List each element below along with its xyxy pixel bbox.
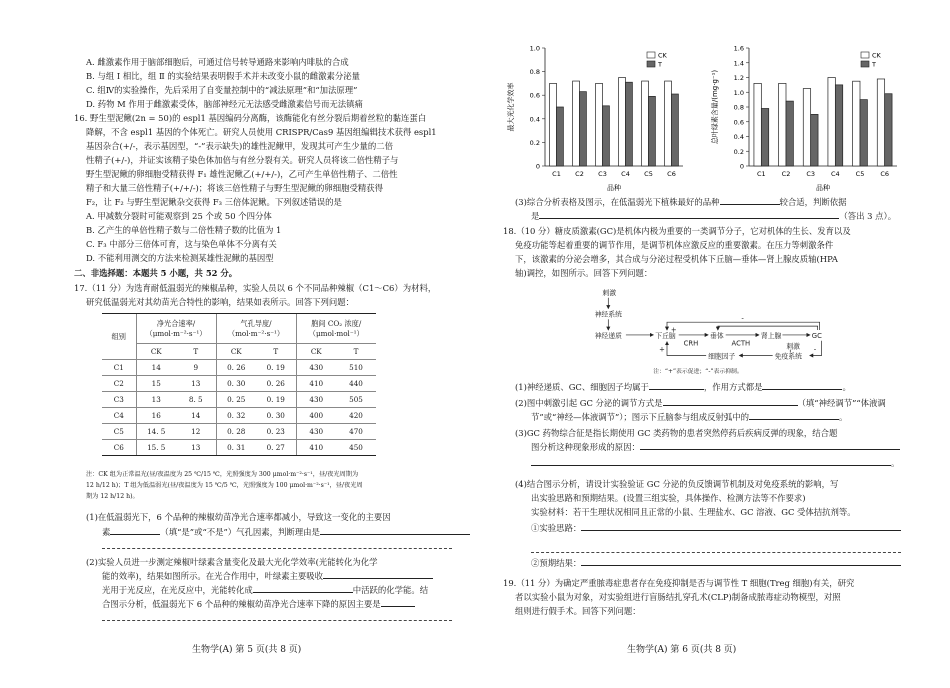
q18-intro: 下，该激素的分泌会增多，其合成与分泌过程受机体下丘脑—垂体—肾上腺皮质轴(HPA bbox=[515, 254, 838, 264]
legend-swatch bbox=[861, 52, 869, 58]
answer-blank[interactable] bbox=[663, 398, 798, 406]
bar-t bbox=[761, 108, 768, 166]
table-cell: 14. 5 bbox=[136, 424, 176, 440]
q17-part3-line bbox=[531, 211, 896, 221]
q17-part2-text: 能的效率)，结果如图所示。在光合作用中，叶绿素主要吸收 bbox=[102, 571, 324, 581]
legend-swatch bbox=[861, 61, 869, 67]
bar-ck bbox=[853, 81, 860, 166]
table-header bbox=[296, 314, 376, 344]
q18-part2-text: 。 bbox=[839, 412, 848, 422]
legend-swatch bbox=[647, 61, 655, 67]
bar-t bbox=[786, 101, 793, 166]
answer-blank[interactable] bbox=[649, 382, 704, 390]
q17-intro: 研究低温弱光对其幼苗光合特性的影响，结果如表所示。回答下列问题： bbox=[86, 297, 354, 307]
table-cell: C3 bbox=[102, 392, 136, 408]
section-heading: 二、非选择题：本题共 5 小题，共 52 分。 bbox=[74, 268, 238, 278]
legend-label: CK bbox=[658, 51, 667, 60]
legend-label: T bbox=[872, 60, 876, 69]
table-row bbox=[102, 408, 376, 424]
table-cell: 14 bbox=[176, 408, 216, 424]
legend-label: CK bbox=[872, 51, 881, 60]
table-header-unit: （mol·m⁻²·s⁻¹） bbox=[227, 328, 285, 338]
feedback-arrow-pituitary bbox=[718, 326, 818, 330]
q16-line: 精子和大量三倍性精子(+/+/-)；将该三倍性精子与野生型泥鳅的卵细胞受精获得 bbox=[86, 183, 384, 193]
diagram-note: 注：“+”表示促进；“-”表示抑制。 bbox=[653, 369, 743, 376]
table-row bbox=[102, 392, 376, 408]
table-cell: 14 bbox=[136, 360, 176, 376]
x-tick-label: C1 bbox=[552, 170, 561, 178]
q18-part4: 实验材料：若干生理状况相同且正常的小鼠、生理盐水、GC 溶液、GC 受体拮抗剂等。 bbox=[531, 507, 856, 517]
table-subheader: CK bbox=[136, 344, 176, 360]
table-cell: 0. 30 bbox=[216, 376, 256, 392]
table-header-unit: （μmol·m⁻²·s⁻¹） bbox=[145, 328, 207, 338]
q17-part1-line bbox=[102, 527, 470, 537]
table-cell: 12 bbox=[176, 424, 216, 440]
q18-part2-line bbox=[515, 398, 886, 408]
q18-part4-line bbox=[531, 523, 901, 533]
q18-part2-text: （填“神经调节”“体液调 bbox=[797, 398, 886, 408]
table-cell: 0. 26 bbox=[256, 376, 296, 392]
hpa-axis-diagram bbox=[562, 287, 862, 377]
table-cell: 0. 27 bbox=[256, 440, 296, 456]
diagram-pituitary: 垂体 bbox=[710, 331, 724, 340]
bar-ck bbox=[619, 78, 626, 167]
table-subheader: CK bbox=[216, 344, 256, 360]
y-tick-label: 1.6 bbox=[733, 44, 744, 53]
answer-blank[interactable] bbox=[320, 527, 470, 535]
q18-part4: 出实验思路和预期结果。(设置三组实验，具体操作、检测方法等不作要求) bbox=[531, 493, 806, 503]
q16-line: 降解，不含 espl1 基因的个体死亡。研究人员使用 CRISPR/Cas9 基因组编辑技术获得 espl1 bbox=[86, 127, 437, 137]
q18-part4-text: ①实验思路： bbox=[531, 523, 582, 533]
x-tick-label: C5 bbox=[644, 170, 653, 178]
bar-t bbox=[885, 94, 892, 166]
page-footer: 生物学(A) 第 5 页(共 8 页) bbox=[192, 645, 302, 655]
q18-part3-text: 图分析这种现象形成的原因： bbox=[531, 442, 640, 452]
table-note: 12 h/12 h)；T 组为低温弱光(昼/夜温度为 15 ℃/5 ℃，光照强度为 100 μmol·m⁻²·s⁻¹，昼/夜光周 bbox=[86, 482, 363, 489]
table-header-title: 胞间 CO₂ 浓度/ bbox=[311, 318, 362, 328]
answer-blank[interactable] bbox=[640, 442, 900, 450]
table-cell: 420 bbox=[336, 408, 376, 424]
table-cell: 440 bbox=[336, 376, 376, 392]
q17-part3-line bbox=[515, 197, 847, 207]
q16-line: F₂，让 F₂ 与野生型泥鳅杂交获得 F₃ 三倍体泥鳅。下列叙述错误的是 bbox=[86, 197, 342, 207]
y-tick-label: 0.4 bbox=[529, 115, 540, 124]
table-cell: 410 bbox=[296, 376, 336, 392]
bar-ck bbox=[779, 83, 786, 166]
table-header bbox=[216, 314, 296, 344]
table-subheader: T bbox=[256, 344, 296, 360]
table-cell: 510 bbox=[336, 360, 376, 376]
table-cell: 13 bbox=[136, 392, 176, 408]
table-cell: 505 bbox=[336, 392, 376, 408]
table-cell: 0. 30 bbox=[256, 408, 296, 424]
q18-part3-text: 。 bbox=[891, 458, 900, 468]
q15-option-c: C. 组Ⅳ的实验操作，先后采用了自变量控制中的“减法原理”和“加法原理” bbox=[86, 85, 358, 95]
bar-t bbox=[811, 114, 818, 166]
q19-intro: 者以实验小鼠为对象，对实验组进行盲肠结扎穿孔术(CLP)制备成脓毒症动物模型，对照 bbox=[515, 592, 841, 602]
table-header-title: 净光合速率/ bbox=[156, 318, 196, 328]
diagram-minus-sign: - bbox=[813, 345, 817, 354]
q18-part4-line bbox=[531, 558, 901, 568]
bar-ck bbox=[877, 79, 884, 166]
table-cell: 16 bbox=[136, 408, 176, 424]
q16-option-a: A. 甲减数分裂时可能观察到 25 个或 50 个四分体 bbox=[86, 211, 272, 221]
y-tick-label: 0.6 bbox=[733, 118, 744, 127]
diagram-plus-sign: + bbox=[670, 326, 677, 334]
y-tick-label: 1.2 bbox=[733, 74, 744, 82]
table-row bbox=[102, 440, 376, 456]
q18-part4-text: ②预期结果： bbox=[531, 558, 582, 568]
diagram-minus-sign: - bbox=[741, 314, 744, 323]
table-cell: 0. 28 bbox=[216, 424, 256, 440]
q17-part2-text: 合图示分析，低温弱光下 6 个品种的辣椒幼苗净光合速率下降的原因主要是 bbox=[102, 599, 381, 609]
page-footer: 生物学(A) 第 6 页(共 8 页) bbox=[627, 645, 737, 655]
bar-ck bbox=[828, 78, 835, 167]
table-cell: 15. 5 bbox=[136, 440, 176, 456]
answer-blank[interactable] bbox=[531, 458, 891, 466]
q18-part2-text: (2)图中刺激引起 GC 分泌的调节方式是 bbox=[515, 398, 663, 408]
diagram-stimulus-2: 刺激 bbox=[786, 342, 801, 351]
q18-part4: (4)结合图示分析，请设计实验验证 GC 分泌的负反馈调节机制及对免疫系统的影响，写 bbox=[515, 479, 839, 489]
q17-part3-text: （答出 3 点）。 bbox=[839, 211, 897, 221]
table-cell: 13 bbox=[176, 376, 216, 392]
q16-line: 16. 野生型泥鳅(2n = 50)的 espl1 基因编码分离酶，该酶能化有丝分裂后期着丝粒的黏连蛋白 bbox=[74, 113, 427, 123]
diagram-immune-system: 免疫系统 bbox=[774, 352, 802, 361]
y-tick-label: 0.6 bbox=[529, 91, 540, 100]
bar-t bbox=[580, 92, 587, 166]
y-tick-label: 0.4 bbox=[733, 133, 744, 141]
table-cell: 430 bbox=[296, 392, 336, 408]
x-tick-label: C2 bbox=[781, 170, 791, 178]
q17-part1-text: （填“是”或“不是”）气孔因素，判断理由是 bbox=[160, 527, 320, 537]
table-cell: C5 bbox=[102, 424, 136, 440]
diagram-gc: GC bbox=[811, 331, 822, 340]
table-cell: 430 bbox=[296, 360, 336, 376]
q18-part1-text: (1)神经递质、GC、细胞因子均属于 bbox=[515, 382, 649, 392]
table-cell: 410 bbox=[296, 440, 336, 456]
q16-line: 基因杂合(+/-，表示基因型，“-”表示缺失)的雄性泥鳅甲，发现其可产生少量的二倍 bbox=[86, 141, 393, 151]
answer-blank[interactable] bbox=[581, 558, 901, 566]
x-tick-label: C1 bbox=[756, 170, 766, 178]
q18-intro: 轴)调控，如图所示。回答下列问题： bbox=[515, 268, 653, 278]
q17-part3-text: (3)综合分析表格及图示，在低温弱光下植株最好的品种 bbox=[515, 197, 720, 207]
q18-part1-text: 。 bbox=[842, 382, 851, 392]
q18-part1-line bbox=[515, 382, 851, 392]
q18-intro: 免疫功能等起着重要的调节作用，是调节机体应激反应的重要激素。在压力等刺激条件 bbox=[515, 240, 834, 250]
table-cell: 0. 26 bbox=[216, 360, 256, 376]
y-tick-label: 1.0 bbox=[529, 44, 540, 53]
q18-part3: (3)GC 药物综合征是指长期使用 GC 类药物的患者突然停药后疾病反弹的现象，结合题 bbox=[515, 428, 838, 438]
bar-ck bbox=[803, 89, 810, 166]
legend-label: T bbox=[658, 60, 662, 69]
table-cell: C2 bbox=[102, 376, 136, 392]
table-subheader: T bbox=[336, 344, 376, 360]
q18-part1-text: ，作用方式都是 bbox=[703, 382, 763, 392]
answer-blank[interactable] bbox=[539, 211, 839, 219]
q19-intro: 19.（11 分）为确定严重脓毒症患者存在免疫抑制是否与调节性 T 细胞(Treg 细胞)有关，研究 bbox=[503, 578, 855, 588]
answer-blank[interactable] bbox=[323, 571, 433, 579]
q17-part3-text: 是 bbox=[531, 211, 540, 221]
table-cell: C4 bbox=[102, 408, 136, 424]
answer-blank[interactable] bbox=[720, 197, 780, 205]
table-cell: 9 bbox=[176, 360, 216, 376]
table-cell: 0. 23 bbox=[256, 424, 296, 440]
q16-option-d: D. 不能利用测交的方法来检测某雄性泥鳅的基因型 bbox=[86, 253, 274, 263]
table-cell: 430 bbox=[296, 424, 336, 440]
table-cell: 0. 19 bbox=[256, 392, 296, 408]
q19-intro: 组则进行假手术。回答下列问题： bbox=[515, 606, 641, 616]
bar-t bbox=[649, 96, 656, 166]
bar-t bbox=[626, 82, 633, 166]
legend-swatch bbox=[647, 52, 655, 58]
y-tick-label: 1.0 bbox=[733, 88, 744, 97]
x-tick-label: C4 bbox=[621, 170, 630, 178]
bar-ck bbox=[642, 81, 649, 166]
table-cell: 470 bbox=[336, 424, 376, 440]
q18-part3-line bbox=[531, 458, 899, 468]
bar-ck bbox=[573, 81, 580, 166]
q17-part2-line bbox=[102, 571, 433, 581]
diagram-crh: CRH bbox=[683, 339, 699, 348]
table-row bbox=[102, 424, 376, 440]
table-row bbox=[102, 376, 376, 392]
bar-ck bbox=[665, 81, 672, 166]
x-axis-label: 品种 bbox=[816, 184, 830, 192]
q15-option-a: A. 雌激素作用于脑部细胞后，可通过信号转导通路来影响内啡肽的合成 bbox=[86, 57, 349, 67]
q17-part2: (2)实验人员进一步测定辣椒叶绿素含量变化及最大光化学效率(光能转化为化学 bbox=[86, 557, 378, 567]
q15-option-b: B. 与组 Ⅰ 相比，组 Ⅱ 的实验结果表明假手术并未改变小鼠的雌激素分泌量 bbox=[86, 71, 361, 81]
table-header-unit: （μmol·mol⁻¹） bbox=[308, 328, 364, 338]
table-row bbox=[102, 360, 376, 376]
q16-option-c: C. F₃ 中部分三倍体可育，这与染色单体不分离有关 bbox=[86, 239, 277, 249]
x-tick-label: C6 bbox=[880, 170, 890, 178]
bar-ck bbox=[596, 83, 603, 166]
table-cell: 8. 5 bbox=[176, 392, 216, 408]
y-tick-label: 0 bbox=[535, 162, 540, 171]
diagram-adrenal: 肾上腺 bbox=[760, 331, 782, 340]
diagram-hypothalamus: 下丘脑 bbox=[655, 331, 676, 340]
table-note: 注：CK 组为正常温光(昼/夜温度为 25 ℃/15 ℃，光照强度为 300 μmol·m⁻²·s⁻¹，昼/夜光周期为 bbox=[86, 471, 359, 478]
q17-part2-line bbox=[102, 585, 428, 595]
diagram-neurotransmitter: 神经递质 bbox=[594, 331, 622, 340]
table-header-group: 组别 bbox=[102, 314, 136, 360]
y-tick-label: 0 bbox=[739, 162, 744, 171]
y-axis-label: 总叶绿素含量/(mg·g⁻¹) bbox=[711, 69, 719, 145]
bar-t bbox=[672, 94, 679, 166]
q15-option-d: D. 药物 M 作用于雌激素受体，脑部神经元无法感受雌激素信号而无法镇痛 bbox=[86, 99, 363, 109]
answer-line[interactable] bbox=[102, 548, 452, 549]
answer-blank[interactable] bbox=[749, 412, 839, 420]
x-tick-label: C3 bbox=[598, 170, 607, 178]
table-subheader: T bbox=[176, 344, 216, 360]
y-tick-label: 1.4 bbox=[733, 59, 744, 68]
q17-part1-text: 素 bbox=[102, 527, 111, 537]
x-tick-label: C6 bbox=[667, 170, 676, 178]
table-header bbox=[136, 314, 216, 344]
x-tick-label: C5 bbox=[855, 170, 865, 178]
bar-t bbox=[835, 85, 842, 166]
answer-line[interactable] bbox=[531, 552, 901, 553]
table-cell: 450 bbox=[336, 440, 376, 456]
x-tick-label: C4 bbox=[830, 170, 840, 178]
q18-intro: 18.（10 分）糖皮质激素(GC)是机体内极为重要的一类调节分子，它对机体的生长、发育以及 bbox=[503, 226, 851, 236]
table-subheader: CK bbox=[296, 344, 336, 360]
table-note: 期为 12 h/12 h)。 bbox=[86, 493, 139, 500]
q16-line: 性精子(+/-)，并证实该精子染色体加倍与有丝分裂有关。研究人员将该二倍性精子与 bbox=[86, 155, 399, 165]
diagram-acth: ACTH bbox=[731, 339, 751, 348]
q16-option-b: B. 乙产生的单倍性精子数与二倍性精子数的比值为 1 bbox=[86, 225, 282, 235]
chlorophyll-content-chart bbox=[707, 40, 907, 200]
table-cell: C6 bbox=[102, 440, 136, 456]
bar-t bbox=[603, 106, 610, 166]
q17-intro: 17.（11 分）为选育耐低温弱光的辣椒品种，实验人员以 6 个不同品种辣椒（C1～C6）为材料， bbox=[74, 283, 437, 293]
table-cell: 0. 25 bbox=[216, 392, 256, 408]
diagram-cytokine: 细胞因子 bbox=[708, 352, 736, 361]
y-tick-label: 0.8 bbox=[733, 103, 744, 112]
table-cell: 0. 31 bbox=[216, 440, 256, 456]
x-axis-label: 品种 bbox=[607, 184, 621, 192]
bar-ck bbox=[754, 83, 761, 166]
bar-t bbox=[860, 100, 867, 166]
answer-blank[interactable] bbox=[253, 585, 353, 593]
x-tick-label: C3 bbox=[806, 170, 816, 178]
y-tick-label: 0.8 bbox=[529, 68, 540, 77]
q17-part2-line bbox=[102, 599, 415, 609]
x-tick-label: C2 bbox=[575, 170, 584, 178]
y-axis-label: 最大光化学效率 bbox=[507, 82, 515, 132]
answer-line[interactable] bbox=[102, 620, 452, 621]
answer-blank[interactable] bbox=[581, 523, 901, 531]
answer-blank[interactable] bbox=[110, 527, 160, 535]
diagram-plus-sign: + bbox=[659, 345, 665, 354]
q17-part3-text: 较合适，判断依据 bbox=[779, 197, 847, 207]
table-cell: 15 bbox=[136, 376, 176, 392]
diagram-stimulus: 刺激 bbox=[602, 288, 617, 297]
diagram-neural-system: 神经系统 bbox=[594, 310, 622, 319]
q16-line: 野生型泥鳅的卵细胞受精获得 F₁ 雄性泥鳅乙(+/+/-)，乙可产生单倍性精子、二倍性 bbox=[86, 169, 398, 179]
q17-part1: (1)在低温弱光下，6 个品种的辣椒幼苗净光合速率都减小，导致这一变化的主要因 bbox=[86, 512, 391, 522]
table-cell: 400 bbox=[296, 408, 336, 424]
table-cell: C1 bbox=[102, 360, 136, 376]
q17-part2-text: 光用于光反应，在光反应中，光能转化成 bbox=[102, 585, 253, 595]
answer-blank[interactable] bbox=[381, 599, 415, 607]
max-photochemical-efficiency-chart bbox=[503, 40, 693, 200]
table-cell: 13 bbox=[176, 440, 216, 456]
y-tick-label: 0.2 bbox=[529, 138, 540, 147]
table-cell: 0. 32 bbox=[216, 408, 256, 424]
q18-part2-text: 节”或“神经—体液调节”）；图示下丘脑参与组成反射弧中的 bbox=[531, 412, 750, 422]
table-cell: 0. 19 bbox=[256, 360, 296, 376]
y-tick-label: 0.2 bbox=[733, 147, 744, 156]
bar-t bbox=[557, 107, 564, 166]
bar-ck bbox=[550, 83, 557, 166]
q18-part3-line bbox=[531, 442, 900, 452]
table-header-title: 气孔导度/ bbox=[240, 318, 272, 328]
q17-data-table bbox=[102, 313, 376, 456]
q18-part2-line bbox=[531, 412, 847, 422]
q17-part2-text: 中活跃的化学能。结 bbox=[352, 585, 429, 595]
answer-blank[interactable] bbox=[762, 382, 842, 390]
